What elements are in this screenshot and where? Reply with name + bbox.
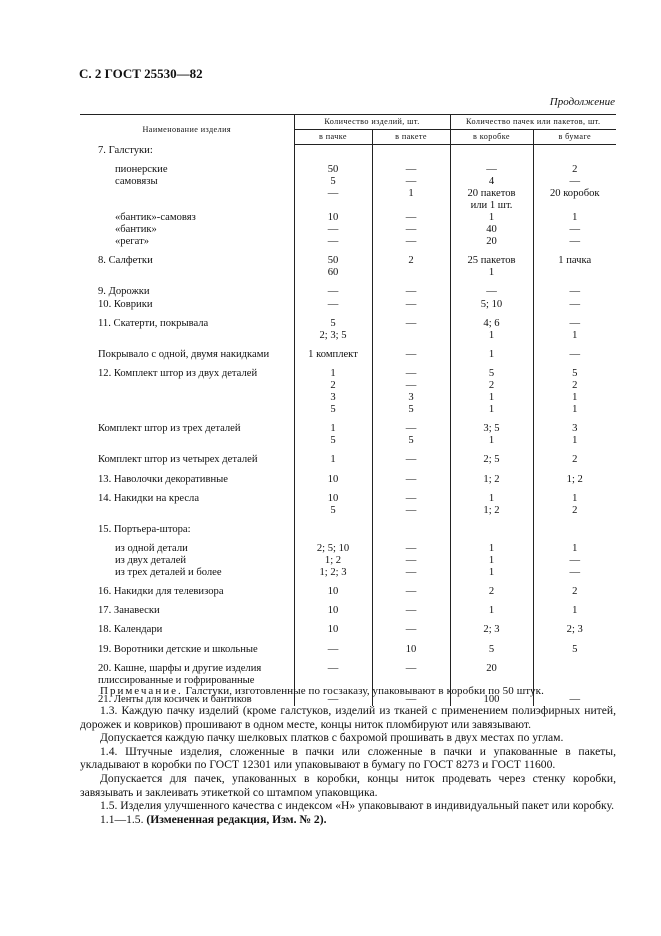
cell-in-paper: 2 bbox=[533, 579, 616, 598]
amendment-ref: 1.1—1.5. bbox=[100, 812, 144, 826]
continuation-label: Продолжение bbox=[549, 96, 615, 108]
cell-in-paper bbox=[533, 517, 616, 536]
cell-name: 21. Ленты для косичек и бантиков bbox=[98, 693, 252, 705]
cell-name: из одной детали из двух деталей из трех деталей и более bbox=[115, 542, 222, 579]
cell-in-pack: 10 bbox=[294, 467, 372, 486]
cell-name: 17. Занавески bbox=[98, 605, 160, 617]
cell-in-paper: 1 пачка bbox=[533, 248, 616, 279]
cell-name: Комплект штор из четырех деталей bbox=[98, 454, 258, 466]
cell-in-paper: 2 bbox=[533, 447, 616, 466]
cell-in-packet: — bbox=[372, 311, 450, 342]
cell-in-pack: 2; 5; 10 1; 2 1; 2; 3 bbox=[294, 536, 372, 579]
cell-in-packet: — 5 bbox=[372, 416, 450, 447]
cell-in-box: 1 1; 2 bbox=[450, 486, 533, 517]
cell-in-pack bbox=[294, 145, 372, 157]
cell-in-packet: — bbox=[372, 579, 450, 598]
cell-in-box: 2 bbox=[450, 579, 533, 598]
header-in-packet: в пакете bbox=[372, 130, 450, 145]
cell-name: 12. Комплект штор из двух деталей bbox=[98, 367, 258, 379]
cell-in-packet bbox=[372, 517, 450, 536]
page-header: С. 2 ГОСТ 25530—82 bbox=[79, 66, 203, 81]
cell-in-pack: 50 60 bbox=[294, 248, 372, 279]
cell-in-pack: 1 комплект bbox=[294, 342, 372, 361]
table-row bbox=[80, 361, 616, 416]
cell-in-paper: — — bbox=[533, 279, 616, 310]
table-row bbox=[80, 342, 616, 361]
cell-in-box: — 4 20 пакетов или 1 шт. bbox=[450, 157, 533, 212]
table-row bbox=[80, 536, 616, 579]
header-in-box: в коробке bbox=[450, 130, 533, 145]
header-packs-group: Количество пачек или пакетов, шт. bbox=[450, 115, 616, 130]
table-row bbox=[80, 416, 616, 447]
cell-in-pack: 10 — — bbox=[294, 212, 372, 248]
header-name: Наименование изделия bbox=[80, 115, 294, 145]
packaging-table bbox=[80, 114, 616, 706]
table-row bbox=[80, 517, 616, 536]
cell-in-pack: 10 5 bbox=[294, 486, 372, 517]
table-note bbox=[100, 685, 544, 697]
cell-in-box: 5 2 1 1 bbox=[450, 361, 533, 416]
cell-in-paper: 3 1 bbox=[533, 416, 616, 447]
cell-in-box: 20 bbox=[450, 656, 533, 687]
cell-name: 19. Воротники детские и школьные bbox=[98, 643, 258, 655]
cell-in-packet: 2 bbox=[372, 248, 450, 279]
cell-name: 16. Накидки для телевизора bbox=[98, 586, 224, 598]
cell-in-packet: — — bbox=[372, 279, 450, 310]
cell-in-box: — 5; 10 bbox=[450, 279, 533, 310]
cell-in-paper bbox=[533, 656, 616, 687]
paragraph-1-4: 1.4. Штучные изделия, сложенные в пачки или сложенные в пачки и упакованные в пакеты, укладывают в коробки по ГОСТ 12301 или упаковывают в бумагу по ГОСТ 8273 и ГОСТ 11600. bbox=[80, 744, 616, 772]
cell-in-pack: 50 5 — bbox=[294, 157, 372, 212]
cell-in-box: 1 bbox=[450, 598, 533, 617]
cell-in-packet: — bbox=[372, 342, 450, 361]
table-row bbox=[80, 637, 616, 656]
cell-in-paper: 2; 3 bbox=[533, 617, 616, 636]
table-row bbox=[80, 656, 616, 687]
cell-in-box: 1 1 1 bbox=[450, 536, 533, 579]
table-row bbox=[80, 248, 616, 279]
cell-in-box: 100 bbox=[450, 687, 533, 706]
paragraph-1-5: 1.5. Изделия улучшенного качества с индексом «Н» упаковывают в индивидуальный пакет или коробку. bbox=[100, 799, 615, 813]
cell-in-packet: — bbox=[372, 598, 450, 617]
cell-in-box: 1 bbox=[450, 342, 533, 361]
note-text: Галстуки, изготовленные по госзаказу, упаковывают в коробки по 50 штук. bbox=[185, 685, 544, 697]
cell-in-paper: 1 2 bbox=[533, 486, 616, 517]
cell-in-paper: — 1 bbox=[533, 311, 616, 342]
cell-in-pack: — — bbox=[294, 279, 372, 310]
cell-in-pack: 1 bbox=[294, 447, 372, 466]
cell-in-paper: 1 — — bbox=[533, 212, 616, 248]
cell-in-pack: — bbox=[294, 687, 372, 706]
cell-in-paper: 1; 2 bbox=[533, 467, 616, 486]
cell-in-paper: 2 — 20 коробок bbox=[533, 157, 616, 212]
paragraph-1-3: 1.3. Каждую пачку изделий (кроме галстуков, изделий из тканей с применением полиэфирных нитей, дорожек и ковриков) прошивают в одном месте, концы ниток пломбируют или завязывают. bbox=[80, 704, 616, 731]
cell-in-paper: 5 bbox=[533, 637, 616, 656]
table-row bbox=[80, 447, 616, 466]
cell-name: 9. Дорожки 10. Коврики bbox=[98, 286, 153, 310]
table-row bbox=[80, 617, 616, 636]
body-text bbox=[80, 704, 616, 826]
cell-in-box: 1; 2 bbox=[450, 467, 533, 486]
cell-name: 8. Салфетки bbox=[98, 255, 153, 267]
header-in-paper: в бумаге bbox=[533, 130, 616, 145]
cell-name: 11. Скатерти, покрывала bbox=[98, 317, 209, 329]
cell-in-paper: — bbox=[533, 342, 616, 361]
cell-name: «бантик»-самовяз «бантик» «регат» bbox=[115, 211, 196, 248]
cell-in-box: 2; 5 bbox=[450, 447, 533, 466]
cell-in-pack: 10 bbox=[294, 598, 372, 617]
cell-name: Комплект штор из трех деталей bbox=[98, 423, 241, 435]
cell-in-pack bbox=[294, 517, 372, 536]
cell-in-box: 1 40 20 bbox=[450, 212, 533, 248]
cell-in-packet: — bbox=[372, 617, 450, 636]
cell-in-pack: — bbox=[294, 656, 372, 687]
header-items-group: Количество изделий, шт. bbox=[294, 115, 450, 130]
cell-in-pack: — bbox=[294, 637, 372, 656]
cell-in-box bbox=[450, 517, 533, 536]
cell-in-box bbox=[450, 145, 533, 157]
table-row bbox=[80, 579, 616, 598]
table-row bbox=[80, 279, 616, 310]
cell-in-paper: — bbox=[533, 687, 616, 706]
cell-in-paper: 5 2 1 1 bbox=[533, 361, 616, 416]
table-row bbox=[80, 157, 616, 212]
cell-name: пионерские самовязы bbox=[115, 163, 168, 187]
cell-in-paper: 1 — — bbox=[533, 536, 616, 579]
cell-in-packet: — — 1 bbox=[372, 157, 450, 212]
cell-name: 14. Накидки на кресла bbox=[98, 492, 200, 504]
table-row bbox=[80, 486, 616, 517]
cell-name: 18. Календари bbox=[98, 624, 163, 636]
cell-in-packet: — — — bbox=[372, 536, 450, 579]
cell-in-box: 2; 3 bbox=[450, 617, 533, 636]
amendment-note: (Измененная редакция, Изм. № 2). bbox=[146, 812, 327, 826]
paragraph-1-4-allowance: Допускается для пачек, упакованных в коробки, концы ниток продевать через стенку коробки, завязывать и заклеивать этикеткой со штампом упаковщика. bbox=[80, 771, 616, 799]
cell-in-box: 3; 5 1 bbox=[450, 416, 533, 447]
cell-name: 7. Галстуки: bbox=[98, 144, 153, 156]
cell-in-packet: — — bbox=[372, 486, 450, 517]
cell-name: Покрывало с одной, двумя накидками bbox=[98, 348, 270, 360]
table-row bbox=[80, 145, 616, 157]
cell-in-packet: 10 bbox=[372, 637, 450, 656]
cell-name: 15. Портьера-штора: bbox=[98, 523, 191, 535]
cell-in-pack: 1 2 3 5 bbox=[294, 361, 372, 416]
cell-in-pack: 1 5 bbox=[294, 416, 372, 447]
table-row bbox=[80, 212, 616, 248]
cell-in-packet: — bbox=[372, 467, 450, 486]
cell-in-box: 5 bbox=[450, 637, 533, 656]
cell-in-pack: 10 bbox=[294, 579, 372, 598]
cell-in-packet: — — — bbox=[372, 212, 450, 248]
cell-name: 20. Кашне, шарфы и другие изделия плиссированные и гофрированные bbox=[98, 662, 262, 686]
cell-in-packet bbox=[372, 145, 450, 157]
cell-in-paper bbox=[533, 145, 616, 157]
header-in-pack: в пачке bbox=[294, 130, 372, 145]
cell-in-paper: 1 bbox=[533, 598, 616, 617]
note-label: Примечание. bbox=[100, 685, 183, 697]
table-row bbox=[80, 467, 616, 486]
paragraph-1-3-allowance: Допускается каждую пачку шелковых платков с бахромой прошивать в двух местах по углам. bbox=[100, 731, 564, 745]
cell-in-packet: — bbox=[372, 447, 450, 466]
cell-in-packet: — bbox=[372, 687, 450, 706]
cell-in-packet: — bbox=[372, 656, 450, 687]
cell-in-packet: — — 3 5 bbox=[372, 361, 450, 416]
cell-in-box: 25 пакетов 1 bbox=[450, 248, 533, 279]
table-row bbox=[80, 311, 616, 342]
cell-name: 13. Наволочки декоративные bbox=[98, 473, 228, 485]
cell-in-pack: 5 2; 3; 5 bbox=[294, 311, 372, 342]
paragraph-amendment bbox=[80, 813, 616, 827]
cell-in-box: 4; 6 1 bbox=[450, 311, 533, 342]
table-row bbox=[80, 598, 616, 617]
cell-in-pack: 10 bbox=[294, 617, 372, 636]
